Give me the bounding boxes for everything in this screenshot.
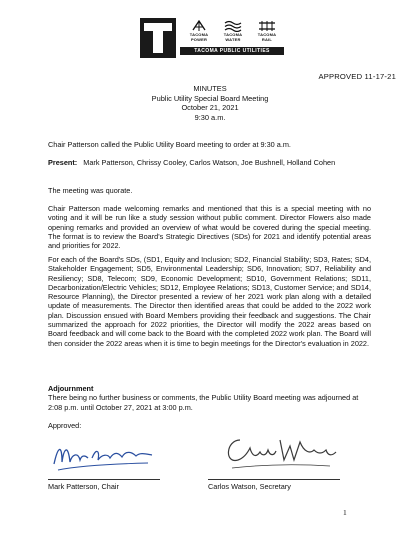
- present-label: Present:: [48, 158, 78, 167]
- tacoma-water-unit: TACOMA WATER: [218, 20, 248, 44]
- chair-caption: Mark Patterson, Chair: [48, 482, 119, 491]
- carlos-watson-signature: [218, 430, 338, 476]
- chair-signature-line: [48, 479, 160, 480]
- rail-icon: [258, 20, 276, 32]
- tacoma-rail-unit: TACOMA RAIL: [252, 20, 282, 44]
- minutes-title: MINUTES: [193, 84, 227, 93]
- meeting-name: Public Utility Special Board Meeting: [151, 93, 269, 103]
- power-icon: [190, 20, 208, 32]
- adjournment-text: There being no further business or comments, the Public Utility Board meeting was adjourned at 2:08 p.m. until October 27, 2021 at 3:00 p.m.: [48, 393, 359, 412]
- water-icon: [224, 20, 242, 32]
- mark-patterson-signature: [48, 434, 158, 476]
- t-logo-mark: [140, 18, 176, 58]
- welcome-paragraph: Chair Patterson made welcoming remarks and mentioned that this is a special meeting with no voting and it will be run like a study session without public comment. Director Flowers also made opening remarks and provided an overview of what would be covered during the special meeting. The format is to review the Board's Strategic Directives (SDs) for 2021 and identify potential areas and priorities for 2022.: [48, 204, 371, 251]
- adjournment-heading: Adjournment: [48, 384, 94, 393]
- secretary-caption: Carlos Watson, Secretary: [208, 482, 291, 491]
- page-number: 1: [343, 508, 347, 517]
- tacoma-public-utilities-logo: [140, 18, 284, 58]
- minutes-heading: [0, 84, 420, 122]
- approved-label: Approved:: [48, 421, 82, 430]
- tacoma-power-unit: TACOMA POWER: [184, 20, 214, 44]
- sd-review-paragraph: For each of the Board's SDs, (SD1, Equity and Inclusion; SD2, Financial Stability; SD3, Rates; SD4, Stakeholder Engagement; SD5, Environmental Leadership; SD6, Innovation; SD7, Reliability and Resiliency; SD8, Telecom; SD9, Economic Development; SD10, Government Relations; SD11, Decarbonization/Electric Vehicles; SD12, Employee Relations; SD13, Customer Service; and SD14, Resource Planning), the Director presented a review of her 2021 work plan along with a detailed update of measurements. The Director then identified areas that could be added to the 2022 work plan. Discussion ensued with Board Members providing their feedback and suggestions. The Chair summarized the approach for 2022 priorities, the Director will modify the 2022 areas based on Board feedback and will come back to the Board with the completed 2022 work plan. The Board will then consider the 2022 areas when it is time to begin meetings for the Director's evaluation in 2022.: [48, 255, 371, 348]
- present-names: Mark Patterson, Chrissy Cooley, Carlos Watson, Joe Bushnell, Holland Cohen: [83, 158, 336, 167]
- approved-stamp: APPROVED 11-17-21: [318, 72, 396, 81]
- meeting-date: October 21, 2021: [181, 103, 239, 112]
- secretary-signature-line: [208, 479, 340, 480]
- present-attendees: [48, 158, 371, 167]
- call-to-order: Chair Patterson called the Public Utility Board meeting to order at 9:30 a.m.: [48, 140, 291, 149]
- adjournment-section: [48, 384, 371, 412]
- logo-wordmark-bar: TACOMA PUBLIC UTILITIES: [180, 47, 284, 55]
- meeting-time: 9:30 a.m.: [194, 112, 226, 122]
- quorum-statement: The meeting was quorate.: [48, 186, 133, 195]
